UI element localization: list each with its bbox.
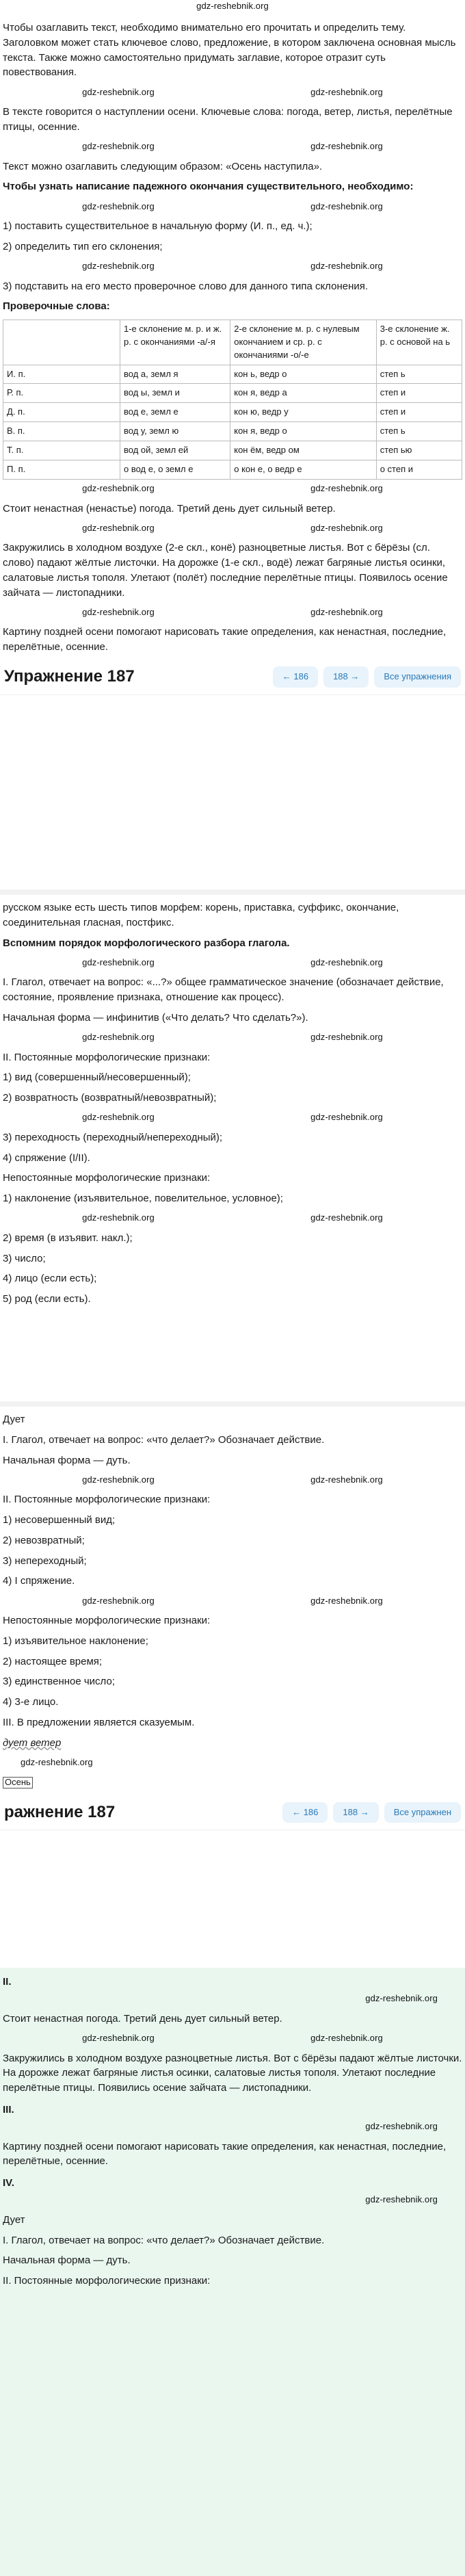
table-cell: вод ой, земл ей bbox=[120, 441, 230, 460]
table-row bbox=[3, 422, 462, 441]
site-watermark-top: gdz-reshebnik.org bbox=[196, 1, 269, 11]
morph-line: 2) возвратность (возвратный/невозвратный); bbox=[3, 1092, 217, 1104]
table-cell: кон я, ведр а bbox=[230, 384, 376, 403]
morph-line: 1) вид (совершенный/несовершенный); bbox=[3, 1071, 191, 1084]
section-verb-analysis bbox=[0, 1407, 465, 1968]
table-header-cell bbox=[3, 320, 120, 365]
step-1: 1) поставить существительное в начальную форму (И. п., ед. ч.); bbox=[3, 220, 313, 232]
exercise-navbar-2 bbox=[0, 1795, 465, 1830]
watermark: gdz-reshebnik.org bbox=[310, 1595, 383, 1606]
table-row bbox=[3, 441, 462, 460]
watermark: gdz-reshebnik.org bbox=[365, 2121, 438, 2132]
watermark: gdz-reshebnik.org bbox=[82, 1032, 155, 1043]
morph-line: 1) наклонение (изъявительное, повелительное, условное); bbox=[3, 1193, 283, 1204]
table-cell: кон ём, ведр ом bbox=[230, 441, 376, 460]
verb-line: 2) невозвратный; bbox=[3, 1534, 85, 1546]
verb-line: Непостоянные морфологические признаки: bbox=[3, 1615, 211, 1626]
table-cell: кон ь, ведр о bbox=[230, 365, 376, 384]
summary-text: Стоит ненастная погода. Третий день дует сильный ветер. bbox=[3, 2012, 282, 2025]
table-cell: степ и bbox=[376, 403, 462, 422]
text-paragraph-2: Закружились в холодном воздухе (2-е скл., конё) разноцветные листья. Вот с бёрёзы (сл. слово) падают жёлтые листочки. На дорожке (1-е скл., водё) лежат багряные листья осинки, салатовые листья тополя. Улетают (полёт) последние перелётные птицы. Появилось осение зайчата — листопадники. bbox=[3, 542, 448, 599]
morph-line: II. Постоянные морфологические признаки: bbox=[3, 1051, 211, 1063]
nav-buttons bbox=[273, 666, 461, 688]
separator bbox=[0, 889, 465, 895]
watermark: gdz-reshebnik.org bbox=[82, 200, 155, 211]
exercise-title-2: ражнение 187 bbox=[4, 1802, 116, 1821]
morph-line: 2) время (в изъявит. накл.); bbox=[3, 1232, 133, 1244]
table-cell: В. п. bbox=[3, 422, 120, 441]
watermark: gdz-reshebnik.org bbox=[21, 1756, 93, 1767]
prev-exercise-button[interactable]: ← 186 bbox=[273, 666, 318, 688]
morph-line: 4) спряжение (I/II). bbox=[3, 1152, 90, 1164]
table-cell: Д. п. bbox=[3, 403, 120, 422]
table-cell: о степ и bbox=[376, 460, 462, 479]
next-exercise-button[interactable]: 188 → bbox=[333, 1802, 378, 1823]
exercise-title: Упражнение 187 bbox=[4, 667, 135, 686]
section-summary bbox=[0, 1968, 465, 2576]
summary-word: Дует bbox=[3, 2213, 25, 2226]
how-heading: Чтобы узнать написание падежного окончания существительного, необходимо: bbox=[3, 181, 414, 193]
roman-heading: IV. bbox=[3, 2177, 14, 2189]
verb-line: III. В предложении является сказуемым. bbox=[3, 1716, 195, 1728]
table-cell: степ ь bbox=[376, 365, 462, 384]
watermark: gdz-reshebnik.org bbox=[365, 2194, 438, 2205]
step-3: 3) подставить на его место проверочное слово для данного типа склонения. bbox=[3, 280, 369, 292]
table-cell: Т. п. bbox=[3, 441, 120, 460]
watermark: gdz-reshebnik.org bbox=[310, 522, 383, 533]
table-cell: И. п. bbox=[3, 365, 120, 384]
watermark: gdz-reshebnik.org bbox=[82, 86, 155, 97]
watermark: gdz-reshebnik.org bbox=[82, 522, 155, 533]
watermark: gdz-reshebnik.org bbox=[82, 483, 155, 494]
verb-line: I. Глагол, отвечает на вопрос: «что делает?» Обозначает действие. bbox=[3, 1433, 325, 1446]
watermark: gdz-reshebnik.org bbox=[310, 1474, 383, 1485]
morph-line: I. Глагол, отвечает на вопрос: «...?» общее грамматическое значение (обозначает действие, состояние, проявление признака, отношение как процесс). bbox=[3, 976, 444, 1003]
summary-text: II. Постоянные морфологические признаки: bbox=[3, 2275, 211, 2287]
table-cell: вод ы, земл и bbox=[120, 384, 230, 403]
table-cell: степ и bbox=[376, 384, 462, 403]
table-header-cell: 1-е склонение м. р. и ж. р. с окончаниями -а/-я bbox=[120, 320, 230, 365]
morph-line: 3) переходность (переходный/непереходный); bbox=[3, 1131, 223, 1143]
morph-line: 3) число; bbox=[3, 1252, 46, 1264]
example-phrase: дует ветер bbox=[3, 1736, 62, 1749]
watermark: gdz-reshebnik.org bbox=[310, 1212, 383, 1223]
step-2: 2) определить тип его склонения; bbox=[3, 240, 163, 252]
watermark: gdz-reshebnik.org bbox=[82, 1595, 155, 1606]
watermark: gdz-reshebnik.org bbox=[82, 606, 155, 617]
watermark: gdz-reshebnik.org bbox=[310, 1032, 383, 1043]
prev-exercise-button[interactable]: ← 186 bbox=[282, 1802, 328, 1823]
roman-heading: II. bbox=[3, 1976, 12, 1988]
watermark: gdz-reshebnik.org bbox=[82, 1474, 155, 1485]
verb-line: 4) I спряжение. bbox=[3, 1575, 75, 1587]
table-cell: П. п. bbox=[3, 460, 120, 479]
exercise-navbar bbox=[0, 660, 465, 695]
summary-text: I. Глагол, отвечает на вопрос: «что делает?» Обозначает действие. bbox=[3, 2234, 325, 2246]
verb-line: 1) несовершенный вид; bbox=[3, 1514, 116, 1526]
table-cell: вод е, земл е bbox=[120, 403, 230, 422]
watermark: gdz-reshebnik.org bbox=[310, 86, 383, 97]
all-exercises-button[interactable]: Все упражнен bbox=[384, 1802, 461, 1823]
verb-line: 2) настоящее время; bbox=[3, 1655, 103, 1667]
table-cell: кон я, ведр о bbox=[230, 422, 376, 441]
watermark: gdz-reshebnik.org bbox=[365, 1993, 438, 2004]
table-row bbox=[3, 384, 462, 403]
morph-line: 5) род (если есть). bbox=[3, 1293, 91, 1305]
title-line: Текст можно озаглавить следующим образом: «Осень наступила». bbox=[3, 160, 323, 172]
example-word-box: Осень bbox=[3, 1777, 33, 1788]
morph-line: Непостоянные морфологические признаки: bbox=[3, 1172, 211, 1184]
morph-line: 4) лицо (если есть); bbox=[3, 1273, 97, 1285]
watermark: gdz-reshebnik.org bbox=[310, 1112, 383, 1123]
text-paragraph-3: Картину поздней осени помогают нарисовать такие определения, как ненастная, последние, перелётные, осенние. bbox=[3, 626, 447, 653]
verb-line: 4) 3-е лицо. bbox=[3, 1696, 59, 1708]
table-cell: степ ью bbox=[376, 441, 462, 460]
summary-text: Картину поздней осени помогают нарисовать такие определения, как ненастная, последние, перелётные, осенние. bbox=[3, 2140, 447, 2168]
morph-line: Начальная форма — инфинитив («Что делать? Что сделать?»). bbox=[3, 1011, 308, 1024]
table-cell: Р. п. bbox=[3, 384, 120, 403]
next-exercise-button[interactable]: 188 → bbox=[323, 666, 369, 688]
verb-word: Дует bbox=[3, 1414, 25, 1425]
verb-line: 3) непереходный; bbox=[3, 1554, 87, 1567]
table-cell: кон ю, ведр у bbox=[230, 403, 376, 422]
intro-paragraph: Чтобы озаглавить текст, необходимо внимательно его прочитать и определить тему. Заголовком может стать ключевое слово, предложение, в котором заключена основная мысль текста. Также можно самостоятельно придумать заглавие, которое отразит суть повествования. bbox=[3, 22, 456, 79]
text-line-1: Стоит ненастная (ненастье) погода. Третий день дует сильный ветер. bbox=[3, 502, 336, 515]
check-heading: Проверочные слова: bbox=[3, 300, 110, 313]
summary-text: Начальная форма — дуть. bbox=[3, 2254, 131, 2267]
table-cell: о кон е, о ведр е bbox=[230, 460, 376, 479]
declension-table bbox=[3, 320, 462, 480]
watermark: gdz-reshebnik.org bbox=[310, 2033, 383, 2044]
table-cell: вод у, земл ю bbox=[120, 422, 230, 441]
table-row bbox=[3, 460, 462, 479]
watermark: gdz-reshebnik.org bbox=[82, 957, 155, 967]
table-row bbox=[3, 365, 462, 384]
watermark: gdz-reshebnik.org bbox=[310, 606, 383, 617]
section-morph-order bbox=[0, 895, 465, 1401]
verb-line: Начальная форма — дуть. bbox=[3, 1454, 131, 1466]
table-cell: степ ь bbox=[376, 422, 462, 441]
roman-heading: III. bbox=[3, 2103, 14, 2116]
watermark: gdz-reshebnik.org bbox=[310, 261, 383, 272]
example-word bbox=[0, 1775, 465, 1790]
watermark: gdz-reshebnik.org bbox=[310, 200, 383, 211]
watermark: gdz-reshebnik.org bbox=[82, 261, 155, 272]
section-answer-1 bbox=[0, 0, 465, 889]
verb-line: 3) единственное число; bbox=[3, 1676, 115, 1688]
watermark: gdz-reshebnik.org bbox=[310, 483, 383, 494]
morph-order-heading: Вспомним порядок морфологического разбора глагола. bbox=[3, 937, 290, 949]
verb-line: 1) изъявительное наклонение; bbox=[3, 1635, 148, 1647]
watermark: gdz-reshebnik.org bbox=[82, 141, 155, 152]
separator bbox=[0, 1401, 465, 1407]
table-header-cell: 3-е склонение ж. р. с основой на ь bbox=[376, 320, 462, 365]
table-row bbox=[3, 403, 462, 422]
theme-paragraph: В тексте говорится о наступлении осени. Ключевые слова: погода, ветер, листья, перелётные птицы, осенние. bbox=[3, 106, 453, 133]
table-header-row bbox=[3, 320, 462, 365]
watermark: gdz-reshebnik.org bbox=[82, 1112, 155, 1123]
watermark: gdz-reshebnik.org bbox=[310, 957, 383, 967]
watermark: gdz-reshebnik.org bbox=[82, 2033, 155, 2044]
morph-intro: русском языке есть шесть типов морфем: корень, приставка, суффикс, окончание, соединительная гласная, постфикс. bbox=[3, 902, 399, 928]
verb-line: II. Постоянные морфологические признаки: bbox=[3, 1494, 211, 1506]
watermark: gdz-reshebnik.org bbox=[310, 141, 383, 152]
nav-buttons-2 bbox=[282, 1802, 461, 1823]
all-exercises-button[interactable]: Все упражнения bbox=[374, 666, 461, 688]
table-header-cell: 2-е склонение м. р. с нулевым окончанием и ср. р. с окончаниями -о/-е bbox=[230, 320, 376, 365]
watermark: gdz-reshebnik.org bbox=[82, 1212, 155, 1223]
table-cell: о вод е, о земл е bbox=[120, 460, 230, 479]
summary-text: Закружились в холодном воздухе разноцветные листья. Вот с бёрёзы падают жёлтые листочки. На дорожке лежат багряные листья осинки, салатовые листья тополя. Улетают последние перелётные птицы. Появились осение зайчата — листопадники. bbox=[3, 2052, 462, 2094]
table-cell: вод а, земл я bbox=[120, 365, 230, 384]
